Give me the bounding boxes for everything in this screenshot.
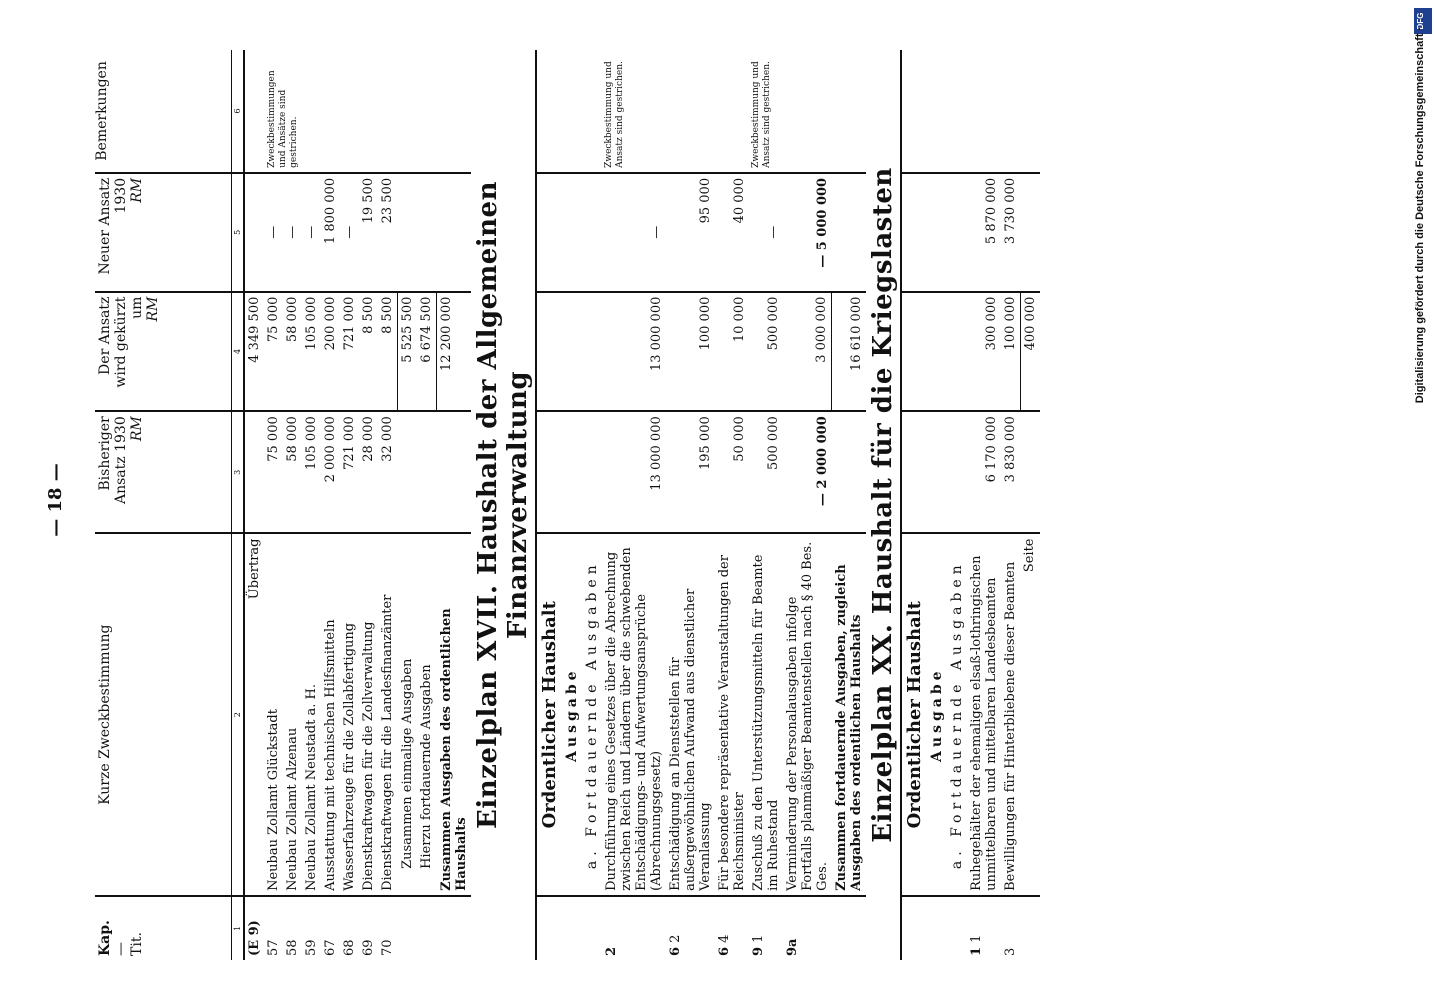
table-row: 9 1 Zuschuß zu den Unterstützungsmitteln für Beamte im Ruhestand 500 000 500 000 — Zweckbestimmung und Ansatz sind gestrichen. <box>749 50 783 960</box>
remark-block1: Zweckbestimmungen und Ansätze sind gestrichen. <box>244 50 321 173</box>
table-row: 70 Dienstkraftwagen für die Landesfinanzämter 32 000 8 500 23 500 <box>378 50 398 960</box>
table-row: 57 Neubau Zollamt Glückstadt 75 000 75 000 — <box>264 50 283 960</box>
column-numbers: 1 2 3 4 5 6 <box>232 50 245 960</box>
budget-table <box>95 50 1040 960</box>
plan17-ausgabe: Ausgabe <box>562 534 582 896</box>
sidebar-credit: Digitalisierung gefördert durch die Deutsche Forschungsgemeinschaft · <box>1414 26 1426 404</box>
header-new: Neuer Ansatz 1930 RM <box>95 173 232 292</box>
total-row: Zusammen fortdauernde Ausgaben, zugleich Ausgaben des ordentlichen Haushalts 16 610 000 <box>832 50 866 960</box>
section-title-plan20: Einzelplan XX. Haushalt für die Kriegslasten <box>866 50 901 960</box>
header-cut: Der Ansatz wird gekürzt um RM <box>95 292 232 412</box>
header-kap-tit: Kap. — Tit. <box>95 896 232 960</box>
header-remarks: Bemerkungen <box>95 50 232 173</box>
table-row: 59 Neubau Zollamt Neustadt a. H. 105 000 105 000 — <box>302 50 321 960</box>
plan17-fort: a. Fortdauernde Ausgaben <box>582 534 602 896</box>
plan20-subtitle: Ordentlicher Haushalt <box>901 534 927 896</box>
table-row: 1 1 Ruhegehälter der ehemaligen elsaß-lothringischen unmittelbaren und mittelbaren Landesbeamten 6 170 000 300 000 5 870 000 <box>967 50 1001 960</box>
table-row: (E 9) Übertrag 4 349 500 Zweckbestimmungen und Ansätze sind gestrichen. <box>244 50 264 960</box>
sum-row: Zusammen Ausgaben des ordentlichen Haushalts 12 200 000 <box>437 50 471 960</box>
table-row: 3 Bewilligungen für Hinterbliebene dieser Beamten 3 830 000 100 000 3 730 000 <box>1001 50 1021 960</box>
plan20-fort: a. Fortdauernde Ausgaben <box>947 534 967 896</box>
table-row: 69 Dienstkraftwagen für die Zollverwaltung 28 000 8 500 19 500 <box>359 50 378 960</box>
table-row: 2 Durchführung eines Gesetzes über die Abrechnung zwischen Reich und Ländern über die schwebenden Entschädigungs- und Aufwertungsansprüche (Abrechnungsgesetz) 13 000 000 13 000 000 — Zweckbestimmung und Ansatz sind gestrichen. <box>602 50 666 960</box>
sum-row: Zusammen einmalige Ausgaben 5 525 500 <box>398 50 418 960</box>
table-row: 6 2 Entschädigung an Dienststellen für außergewöhnlichen Aufwand aus dienstlicher Veranlassung 195 000 100 000 95 000 <box>666 50 715 960</box>
header-description: Kurze Zweckbestimmung <box>95 534 232 896</box>
header-previous: Bisheriger Ansatz 1930 RM <box>95 411 232 533</box>
plan20-ausgabe: Ausgabe <box>927 534 947 896</box>
table-row: 67 Ausstattung mit technischen Hilfsmitteln 2 000 000 200 000 1 800 000 <box>321 50 340 960</box>
dfg-sidebar <box>1412 0 1434 1000</box>
table-row: 68 Wasserfahrzeuge für die Zollabfertigung 721 000 721 000 — <box>340 50 359 960</box>
page-number: — 18 — <box>45 463 66 537</box>
sum-row: Seite 400 000 <box>1020 50 1040 960</box>
plan17-subtitle: Ordentlicher Haushalt <box>536 534 562 896</box>
section-heading-row <box>471 50 536 960</box>
section-title-plan17: Einzelplan XVII. Haushalt der Allgemeinen Finanzverwaltung <box>471 50 536 960</box>
table-row: 58 Neubau Zollamt Alzenau 58 000 58 000 — <box>283 50 302 960</box>
section-heading-row <box>866 50 901 960</box>
table-row: 6 4 Für besondere repräsentative Veranstaltungen der Reichsminister 50 000 10 000 40 000 <box>715 50 749 960</box>
table-row: 9a Verminderung der Personalausgaben infolge Fortfalls planmäßiger Beamtenstellen nach § 40 Bes. Ges. — 2 000 000 3 000 000 — 5 000 000 <box>783 50 832 960</box>
sum-row: Hierzu fortdauernde Ausgaben 6 674 500 <box>417 50 437 960</box>
dfg-logo: DFG <box>1416 12 1425 30</box>
